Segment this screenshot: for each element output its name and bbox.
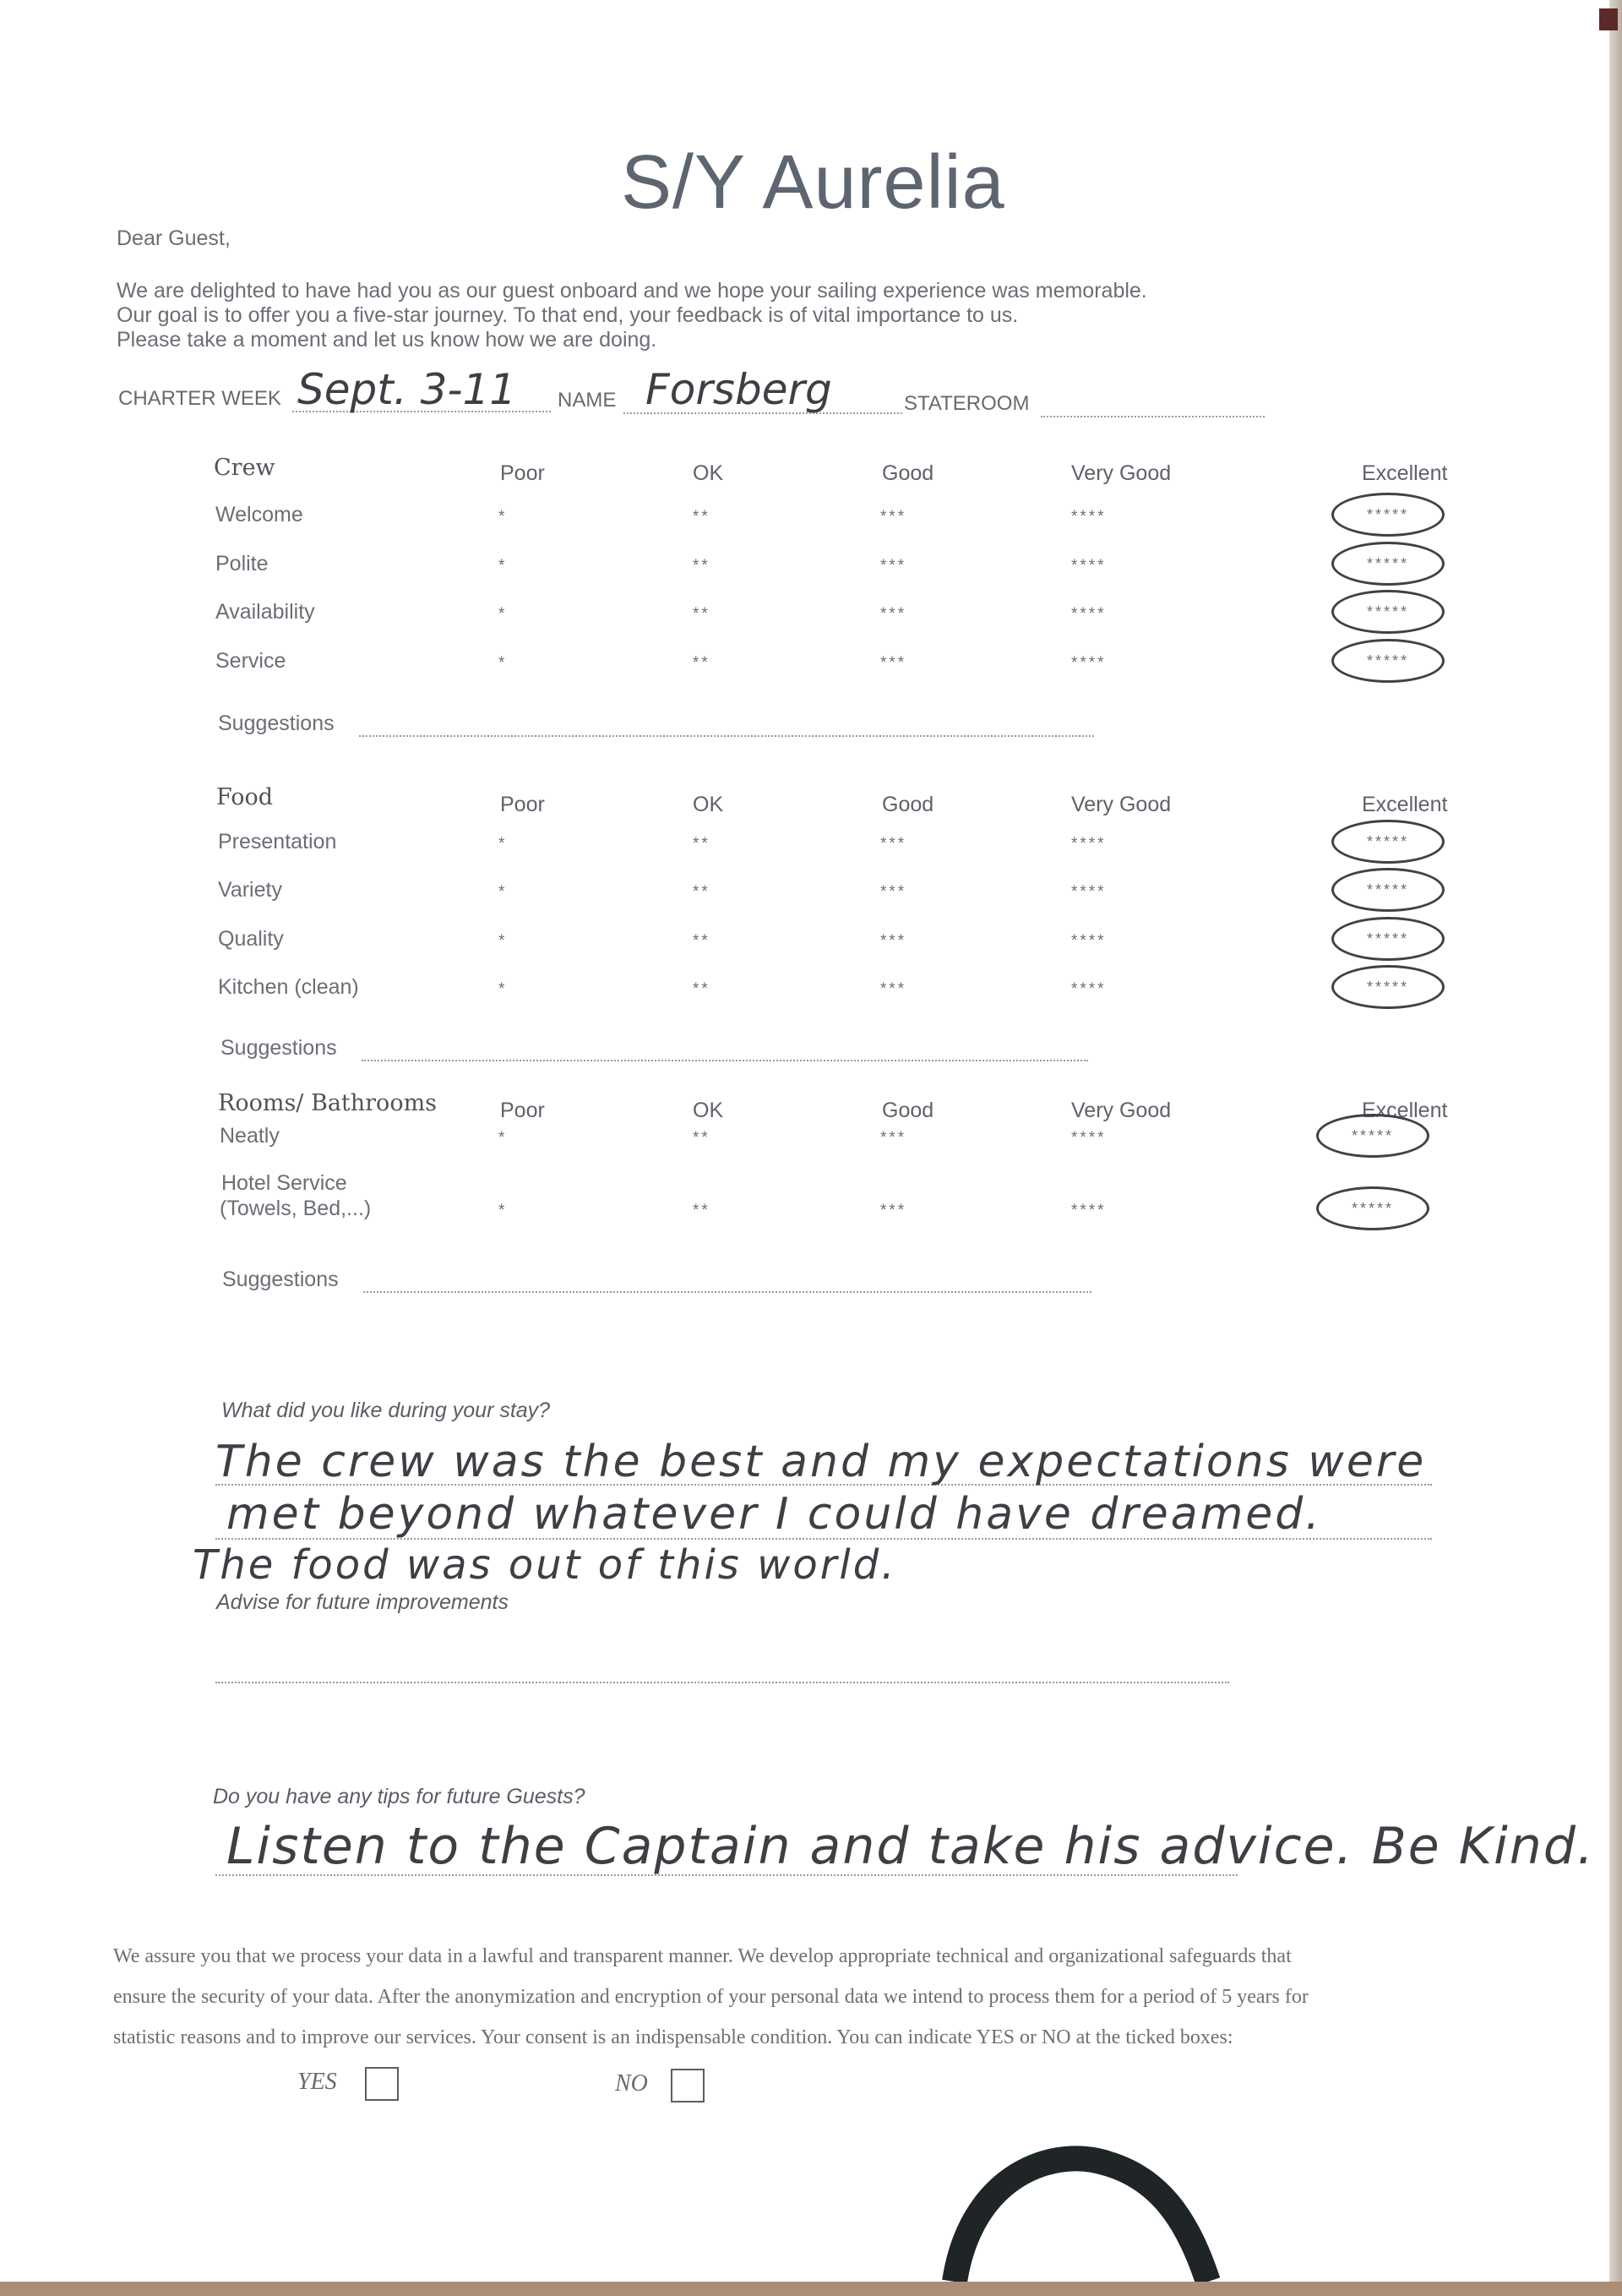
page-title: S/Y Aurelia <box>621 140 1005 225</box>
rating-stars-excellent: ***** <box>1366 930 1410 947</box>
column-header-poor: Poor <box>500 1099 545 1122</box>
bag-handle <box>938 2138 1225 2282</box>
rating-option-excellent[interactable] <box>1331 868 1445 912</box>
rating-stars-excellent: ***** <box>1366 881 1410 898</box>
rating-option-very-good[interactable]: **** <box>1071 1129 1107 1147</box>
suggestions-label: Suggestions <box>222 1268 339 1291</box>
liked-answer-line[interactable]: The crew was the best and my expectations were <box>215 1437 1427 1487</box>
rating-option-very-good[interactable]: **** <box>1071 508 1107 526</box>
rating-row-label: Welcome <box>215 503 303 526</box>
rating-option-good[interactable]: *** <box>880 557 907 575</box>
name-value[interactable]: Forsberg <box>645 365 832 414</box>
charter-week-value[interactable]: Sept. 3-11 <box>297 365 517 414</box>
advise-line <box>215 1682 1229 1683</box>
column-header-poor: Poor <box>500 793 545 816</box>
rating-option-very-good[interactable]: **** <box>1071 883 1107 901</box>
tips-question: Do you have any tips for future Guests? <box>213 1785 585 1808</box>
legal-line: We assure you that we process your data in a lawful and transparent manner. We develop appropriate technical and organizational safeguards that <box>113 1945 1292 1967</box>
stateroom-label: STATEROOM <box>904 392 1030 415</box>
rating-option-good[interactable]: *** <box>880 508 907 526</box>
rating-option-ok[interactable]: ** <box>693 932 710 950</box>
rating-option-excellent[interactable] <box>1316 1186 1429 1230</box>
liked-answer-line[interactable]: The food was out of this world. <box>193 1541 897 1589</box>
column-header-ok: OK <box>693 793 724 816</box>
rating-option-poor[interactable]: * <box>498 1129 508 1147</box>
intro-line: Please take a moment and let us know how we are doing. <box>117 328 657 352</box>
rating-option-poor[interactable]: * <box>498 835 508 853</box>
suggestions-label: Suggestions <box>220 1036 337 1060</box>
suggestions-label: Suggestions <box>218 712 335 735</box>
rating-option-excellent[interactable] <box>1331 493 1445 537</box>
no-label: NO <box>615 2070 648 2097</box>
rating-option-ok[interactable]: ** <box>693 508 710 526</box>
rating-option-very-good[interactable]: **** <box>1071 1202 1107 1219</box>
rating-option-ok[interactable]: ** <box>693 835 710 853</box>
rating-option-good[interactable]: *** <box>880 654 907 672</box>
rating-option-very-good[interactable]: **** <box>1071 654 1107 672</box>
suggestions-line <box>362 1060 1088 1061</box>
rating-option-poor[interactable]: * <box>498 980 508 998</box>
rating-stars-excellent: ***** <box>1366 554 1410 572</box>
rating-option-excellent[interactable] <box>1331 639 1445 683</box>
yes-checkbox[interactable] <box>365 2067 399 2101</box>
rating-option-very-good[interactable]: **** <box>1071 605 1107 623</box>
rating-option-very-good[interactable]: **** <box>1071 835 1107 853</box>
rating-row-label: Quality <box>218 927 284 951</box>
column-header-good: Good <box>882 1099 934 1122</box>
rating-option-poor[interactable]: * <box>498 605 508 623</box>
rating-stars-excellent: ***** <box>1351 1126 1395 1144</box>
liked-question: What did you like during your stay? <box>221 1399 551 1422</box>
column-header-very-good: Very Good <box>1071 1099 1172 1122</box>
rating-row-label: Service <box>215 649 286 673</box>
advise-question: Advise for future improvements <box>216 1590 509 1614</box>
suggestions-line <box>363 1291 1091 1293</box>
column-header-good: Good <box>882 461 934 485</box>
rating-option-poor[interactable]: * <box>498 1202 508 1219</box>
rating-option-very-good[interactable]: **** <box>1071 980 1107 998</box>
rating-option-good[interactable]: *** <box>880 932 907 950</box>
rating-stars-excellent: ***** <box>1366 505 1410 523</box>
rating-option-ok[interactable]: ** <box>693 1129 710 1147</box>
rating-option-excellent[interactable] <box>1331 820 1445 864</box>
suggestions-line <box>359 735 1094 737</box>
rating-row-label: Variety <box>218 878 282 902</box>
rating-option-excellent[interactable] <box>1331 965 1445 1009</box>
tips-answer[interactable]: Listen to the Captain and take his advice. Be Kind. <box>226 1817 1595 1876</box>
column-header-excellent: Excellent <box>1362 1099 1448 1122</box>
rating-option-good[interactable]: *** <box>880 1129 907 1147</box>
column-header-very-good: Very Good <box>1071 793 1172 816</box>
rating-option-ok[interactable]: ** <box>693 980 710 998</box>
rating-row-label: Hotel Service <box>221 1171 347 1195</box>
rating-stars-excellent: ***** <box>1366 603 1410 620</box>
rating-option-excellent[interactable] <box>1331 917 1445 961</box>
rating-option-good[interactable]: *** <box>880 1202 907 1219</box>
rating-option-ok[interactable]: ** <box>693 654 710 672</box>
rating-row-label: Polite <box>215 552 269 575</box>
rating-option-good[interactable]: *** <box>880 980 907 998</box>
liked-answer-line[interactable]: met beyond whatever I could have dreamed. <box>226 1489 1322 1540</box>
rating-option-poor[interactable]: * <box>498 557 508 575</box>
rating-option-good[interactable]: *** <box>880 835 907 853</box>
rating-stars-excellent: ***** <box>1366 652 1410 669</box>
rating-option-good[interactable]: *** <box>880 883 907 901</box>
rating-row-label: Neatly <box>220 1124 280 1148</box>
rating-option-excellent[interactable] <box>1316 1114 1429 1158</box>
rating-option-poor[interactable]: * <box>498 508 508 526</box>
legal-line: ensure the security of your data. After the anonymization and encryption of your personal data we intend to process them for a period of 5 years for <box>113 1986 1309 2008</box>
rating-option-poor[interactable]: * <box>498 932 508 950</box>
rating-option-ok[interactable]: ** <box>693 1202 710 1219</box>
section-title: Food <box>216 784 274 810</box>
rating-option-ok[interactable]: ** <box>693 605 710 623</box>
rating-row-label: (Towels, Bed,...) <box>220 1197 372 1220</box>
rating-stars-excellent: ***** <box>1351 1199 1395 1217</box>
rating-stars-excellent: ***** <box>1366 832 1410 850</box>
rating-stars-excellent: ***** <box>1366 978 1410 995</box>
column-header-very-good: Very Good <box>1071 461 1172 485</box>
rating-row-label: Kitchen (clean) <box>218 975 359 999</box>
column-header-poor: Poor <box>500 461 545 485</box>
rating-option-good[interactable]: *** <box>880 605 907 623</box>
rating-option-excellent[interactable] <box>1331 542 1445 586</box>
rating-row-label: Presentation <box>218 830 337 854</box>
legal-line: statistic reasons and to improve our services. Your consent is an indispensable condition. You can indicate YES or NO at the ticked boxes: <box>113 2026 1233 2048</box>
rating-option-ok[interactable]: ** <box>693 883 710 901</box>
intro-line: We are delighted to have had you as our guest onboard and we hope your sailing experience was memorable. <box>117 279 1147 303</box>
yes-label: YES <box>297 2069 337 2095</box>
rating-option-very-good[interactable]: **** <box>1071 557 1107 575</box>
charter-week-label: CHARTER WEEK <box>118 387 281 410</box>
rating-option-ok[interactable]: ** <box>693 557 710 575</box>
intro-text <box>117 279 1342 352</box>
name-label: NAME <box>558 389 617 412</box>
page-edge-right <box>1609 0 1622 2296</box>
section-title: Rooms/ Bathrooms <box>218 1090 438 1116</box>
rating-option-excellent[interactable] <box>1331 590 1445 634</box>
no-checkbox[interactable] <box>671 2069 705 2102</box>
rating-option-poor[interactable]: * <box>498 883 508 901</box>
page-edge-bottom <box>0 2282 1622 2296</box>
column-header-excellent: Excellent <box>1362 793 1448 816</box>
rating-option-poor[interactable]: * <box>498 654 508 672</box>
column-header-ok: OK <box>693 461 724 485</box>
greeting: Dear Guest, <box>117 226 231 250</box>
column-header-excellent: Excellent <box>1362 461 1448 485</box>
column-header-good: Good <box>882 793 934 816</box>
rating-row-label: Availability <box>215 600 315 624</box>
stateroom-line <box>1041 416 1265 417</box>
corner-mark <box>1599 8 1618 30</box>
column-header-ok: OK <box>693 1099 724 1122</box>
rating-option-very-good[interactable]: **** <box>1071 932 1107 950</box>
intro-line: Our goal is to offer you a five-star journey. To that end, your feedback is of vital importance to us. <box>117 303 1019 327</box>
section-title: Crew <box>214 455 275 481</box>
